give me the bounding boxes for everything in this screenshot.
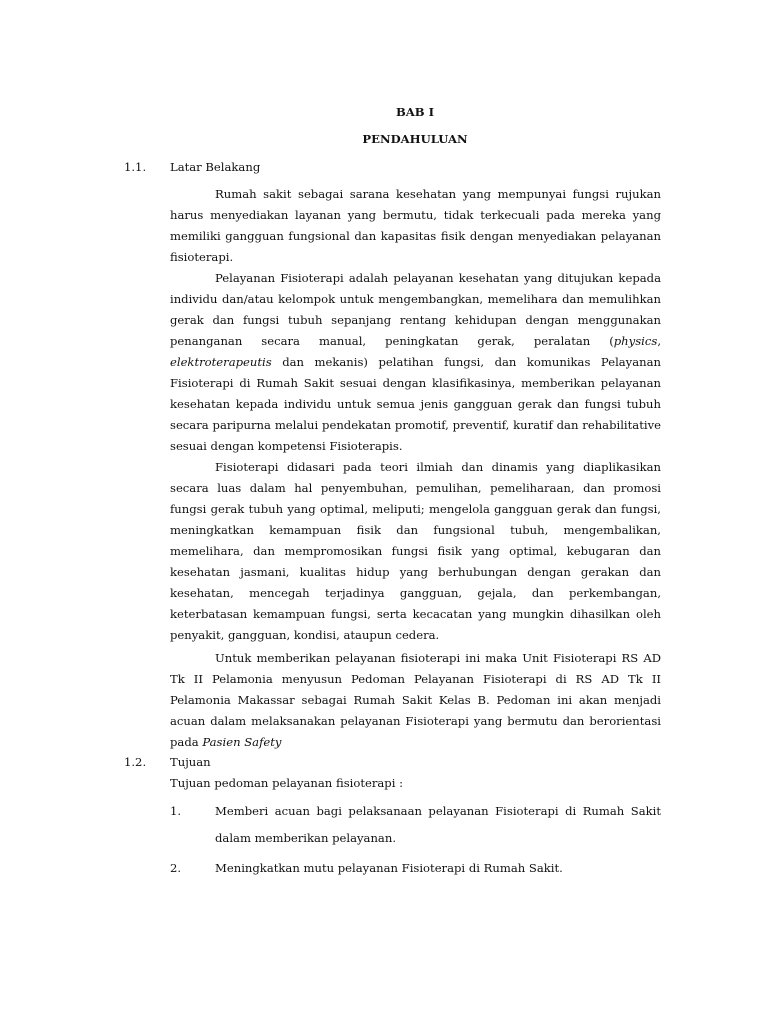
- list-item-text-1: Memberi acuan bagi pelaksanaan pelayanan Fisioterapi di Rumah Sakit dalam memberikan pelayanan.: [215, 804, 661, 845]
- paragraph-2-italic-physics: physics: [613, 334, 658, 348]
- list-item-number-2: 2.: [170, 861, 182, 875]
- chapter-title: PENDAHULUAN: [362, 132, 468, 146]
- paragraph-2-part-a: Pelayanan Fisioterapi adalah pelayanan kesehatan yang ditujukan kepada individu dan/atau kelompok untuk mengembangkan, memelihara dan memulihkan gerak dan fungsi tubuh sepanjang rentang kehidupan dengan menggunakan penanganan secara manual, peningkatan gerak, peralatan (: [170, 271, 661, 348]
- paragraph-4-italic-pasien-safety: Pasien Safety: [202, 735, 282, 749]
- section-heading-2: Tujuan: [170, 755, 211, 769]
- list-item-text-2: Meningkatkan mutu pelayanan Fisioterapi di Rumah Sakit.: [215, 861, 563, 875]
- paragraph-4-part-a: Untuk memberikan pelayanan fisioterapi ini maka Unit Fisioterapi RS AD Tk II Pelamonia menyusun Pedoman Pelayanan Fisioterapi di RS AD Tk II Pelamonia Makassar sebagai Rumah Sakit Kelas B. Pedoman ini akan menjadi acuan dalam melaksanakan pelayanan Fisioterapi yang bermutu dan berorientasi pada: [170, 651, 661, 749]
- paragraph-4: [170, 648, 661, 753]
- section-number-1: 1.1.: [124, 160, 147, 174]
- paragraph-2-italic-elektroterapeutis: elektroterapeutis: [170, 355, 272, 369]
- paragraph-3: Fisioterapi didasari pada teori ilmiah dan dinamis yang diaplikasikan secara luas dalam hal penyembuhan, pemulihan, pemeliharaan, dan promosi fungsi gerak tubuh yang optimal, meliputi; mengelola gangguan gerak dan fungsi, meningkatkan kemampuan fisik dan fungsional tubuh, mengembalikan, memelihara, dan mempromosikan fungsi fisik yang optimal, kebugaran dan kesehatan jasmani, kualitas hidup yang berhubungan dengan gerakan dan kesehatan, mencegah terjadinya gangguan, gejala, dan perkembangan, keterbatasan kemampuan fungsi, serta kecacatan yang mungkin dihasilkan oleh penyakit, gangguan, kondisi, ataupun cedera.: [170, 460, 661, 642]
- list-item-number-1: 1.: [170, 804, 182, 818]
- paragraph-2-part-c: dan mekanis) pelatihan fungsi, dan komunikas Pelayanan Fisioterapi di Rumah Sakit sesuai dengan klasifikasinya, memberikan pelayanan kesehatan kepada individu untuk semua jenis gangguan gerak dan fungsi tubuh secara paripurna melalui pendekatan promotif, preventif, kuratif dan rehabilitative sesuai dengan kompetensi Fisioterapis.: [170, 355, 661, 453]
- paragraph-2: [170, 268, 661, 457]
- section-2-lead: Tujuan pedoman pelayanan fisioterapi :: [170, 776, 404, 790]
- paragraph-2-part-b: ,: [657, 334, 661, 348]
- chapter-label: BAB I: [395, 105, 435, 119]
- paragraph-1: Rumah sakit sebagai sarana kesehatan yang mempunyai fungsi rujukan harus menyediakan layanan yang bermutu, tidak terkecuali pada mereka yang memiliki gangguan fungsional dan kapasitas fisik dengan menyediakan pelayanan fisioterapi.: [170, 187, 661, 264]
- section-number-2: 1.2.: [124, 755, 147, 769]
- section-heading-1: Latar Belakang: [170, 160, 261, 174]
